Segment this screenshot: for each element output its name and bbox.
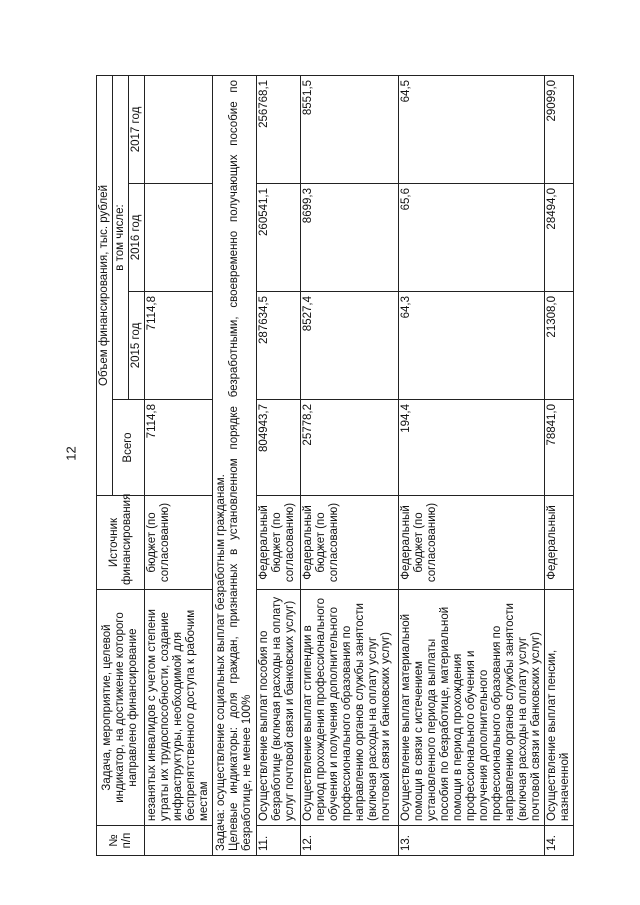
row-num: 11.: [257, 826, 301, 856]
row-total: 804943,7: [257, 400, 301, 496]
table-row: [257, 75, 301, 855]
row-total: 194,4: [399, 400, 545, 496]
header-2017: 2017 год: [129, 75, 145, 183]
header-2015: 2015 год: [129, 292, 145, 400]
row-total: 7114,8: [145, 400, 213, 496]
row-2016: 8699,3: [301, 184, 399, 292]
table-row: [545, 75, 574, 855]
row-total: 78841,0: [545, 400, 574, 496]
row-name: Осуществление выплат стипендии в период прохождения профессионального обучения и получения дополнительного профессионального образования по направлению органов службы занятости (включая расходы на оплату услуг почтовой связи и банковских услуг): [301, 590, 399, 826]
task-row: [213, 75, 257, 855]
rotated-page: [96, 76, 614, 856]
row-2017: 64,5: [399, 75, 545, 183]
row-num: 12.: [301, 826, 399, 856]
row-source: Федеральный бюджет (по согласованию): [257, 496, 301, 590]
row-2017: 29099,0: [545, 75, 574, 183]
row-2016: [145, 184, 213, 292]
row-2017: 256768,1: [257, 75, 301, 183]
row-num: 14.: [545, 826, 574, 856]
row-total: 25778,2: [301, 400, 399, 496]
table-row: [399, 75, 545, 855]
row-num: 13.: [399, 826, 545, 856]
row-2015: 287634,5: [257, 292, 301, 400]
row-2016: 28494,0: [545, 184, 574, 292]
row-source: Федеральный бюджет (по согласованию): [399, 496, 545, 590]
row-2016: 260541,1: [257, 184, 301, 292]
row-2015: 8527,4: [301, 292, 399, 400]
table-row: [145, 75, 213, 855]
page-number: 12: [63, 446, 79, 461]
header-source: Источник финансирования: [97, 496, 145, 590]
row-2016: 65,6: [399, 184, 545, 292]
row-source: Федеральный бюджет (по согласованию): [301, 496, 399, 590]
row-2017: [145, 75, 213, 183]
row-source: бюджет (по согласованию): [145, 496, 213, 590]
row-source: Федеральный: [545, 496, 574, 590]
header-num: № п/п: [97, 826, 145, 856]
row-2015: 7114,8: [145, 292, 213, 400]
task-indicators: Целевые индикаторы: доля граждан, признанных в установленном порядке безработными, своевременно получающих пособие по безработице, не менее 100%: [228, 79, 253, 851]
header-2016: 2016 год: [129, 184, 145, 292]
task-text: Задача: осуществление социальных выплат безработным гражданам.: [215, 474, 227, 851]
row-name: Осуществление выплат материальной помощи в связи с истечением установленного периода выплаты пособия по безработице, материальной помощи в период прохождения профессионального обучения и получения дополнительного профессионального образования по направлению органов службы занятости (включая расходы на оплату услуг почтовой связи и банковских услуг): [399, 590, 545, 826]
table-row: [301, 75, 399, 855]
header-task: Задача, мероприятие, целевой индикатор, на достижение которого направлено финансирование: [97, 590, 145, 826]
header-volume: Объем финансирования, тыс. рублей: [97, 75, 113, 495]
row-name: Осуществление выплат пенсии, назначенной: [545, 590, 574, 826]
row-2015: 64,3: [399, 292, 545, 400]
row-num: [145, 826, 213, 856]
row-name: незанятых инвалидов с учетом степени утраты их трудоспособности, создание инфраструктуры, необходимой для беспрепятственного доступа к рабочим местам: [145, 590, 213, 826]
row-2015: 21308,0: [545, 292, 574, 400]
header-total: Всего: [113, 400, 145, 496]
row-2017: 8551,5: [301, 75, 399, 183]
financing-table: [96, 75, 574, 856]
header-including: в том числе:: [113, 75, 129, 399]
row-name: Осуществление выплат пособия по безработице (включая расходы на оплату услуг почтовой связи и банковских услуг): [257, 590, 301, 826]
